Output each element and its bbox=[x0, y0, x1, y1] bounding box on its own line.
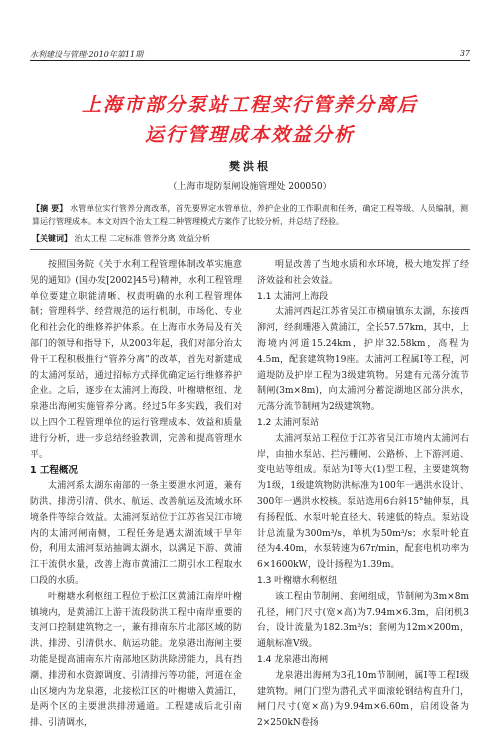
body-paragraph: 明显改善了当地水质和水环境，极大地发挥了经济效益和社会效益。 bbox=[257, 260, 469, 286]
page-number: 37 bbox=[459, 49, 470, 58]
abstract bbox=[32, 202, 468, 228]
keywords bbox=[32, 233, 468, 244]
subsection-heading-1-3: 1.3 叶榭塘水利枢纽 bbox=[257, 575, 338, 586]
body-paragraph: 太浦河西起江苏省吴江市横扇镇东太湖，东接西泖河，经刹珊港入黄浦江，全长57.57km，其中，上海境内河道15.24km，护岸32.58km，高程为4.5m，配套建筑物19座。太浦河工程属Ⅰ等工程，河道堤防及护岸工程为3级建筑物。另建有元荡分流节制闸(3m×8m)，向太浦河分蓄淀湖地区部分洪水，元荡分流节制闸为2级建筑物。 bbox=[257, 307, 469, 413]
header-rule bbox=[30, 60, 470, 61]
abstract-rule bbox=[30, 249, 470, 250]
left-column bbox=[30, 258, 242, 732]
abstract-label: 【摘 要】 bbox=[32, 203, 68, 213]
title-line-1: 上海市部分泵站工程实行管养分离后 bbox=[81, 94, 418, 116]
keywords-text: 治太工程 二定标准 管养分离 效益分析 bbox=[74, 234, 211, 243]
body-paragraph: 叶榭塘水利枢纽工程位于松江区黄浦江南岸叶榭镇境内，是黄浦江上游干流段防洪工程中南岸重要的支河口控制建筑物之一，兼有排南东片北部区域的防洪、排涝、引清供水、航运功能。龙泉港出海闸主要功能是提高浦南东片南部地区防洪除涝能力，具有挡潮、排涝和水资源调度、引清排污等功能，河道在金山区境内为龙泉港，北接松江区的叶榭塘入黄浦江，是两个区的主要泄洪排涝通道。工程建成后北引南排、引清调水， bbox=[30, 591, 242, 729]
author-affiliation: （上海市堤防泵闸设施管理处 200050） bbox=[168, 182, 332, 192]
subsection-heading-1-1: 1.1 太浦河上海段 bbox=[257, 291, 329, 302]
right-column bbox=[257, 258, 469, 732]
body-paragraph: 太浦河系太湖东南部的一条主要泄水河道，兼有防洪、排涝引清、供水、航运、改善航运及流域水环境条件等综合效益。太浦河泵站位于江苏省吴江市境内的太浦河闸南侧，工程任务是遇太湖流域干旱年份，利用太浦河泵站抽调太湖水，以满足下游、黄浦江干流供水量，改善上海市黄浦江二期引水工程取水口段的水质。 bbox=[30, 481, 242, 586]
body-paragraph: 太浦河泵站工程位于江苏省吴江市境内太浦河右岸，由抽水泵站、拦污栅闸、公路桥、上下游河道、变电站等组成。泵站为Ⅰ等大(1)型工程，主要建筑物为1级，1级建筑物防洪标准为100年一遇洪水设计、300年一遇洪水校核。泵站选用6台斜15°轴伸泵，具有扬程低、水泵叶轮直径大、转速低的特点。泵站设计总流量为300m³/s，单机为50m³/s；水泵叶轮直径为4.40m，水泵转速为67r/min，配套电机功率为6×1600kW，设计扬程为1.39m。 bbox=[257, 433, 469, 571]
abstract-text: 水管单位实行管养分离改革，首先要界定水管单位、养护企业的工作职责和任务，确定工程等级、人员编制，测算运行管理成本。本文对四个治太工程二种管理模式方案作了比较分析，并总结了经验。 bbox=[32, 204, 468, 226]
subsection-heading-1-4: 1.4 龙泉港出海闸 bbox=[257, 654, 329, 665]
author-name: 樊洪根 bbox=[229, 160, 271, 173]
body-paragraph: 龙泉港出海闸为3孔10m节制闸，属Ⅰ等工程Ⅰ级建筑物。闸门门型为潜孔式平面滚轮钢结构直升门，闸门尺寸(宽×高)为9.94m×6.60m，启闭设备为2×250kN卷扬 bbox=[257, 670, 469, 729]
section-heading-1: 1 工程概况 bbox=[30, 465, 78, 477]
subsection-heading-1-2: 1.2 太浦河泵站 bbox=[257, 417, 320, 428]
running-header bbox=[30, 46, 470, 60]
body-paragraph: 该工程由节制闸、套闸组成，节制闸为3m×8m孔径，闸门尺寸(宽×高)为7.94m×6.3m，启闭机3台，设计流量为182.3m³/s；套闸为12m×200m，通航标准Ⅴ级。 bbox=[257, 591, 469, 650]
title-line-2: 运行管理成本效益分析 bbox=[144, 124, 355, 146]
journal-name: 水利建设与管理·2010年第11期 bbox=[30, 50, 144, 59]
intro-paragraph: 按照国务院《关于水利工程管理体制改革实施意见的通知》(国办发[2002]45号)精神，水利工程管理单位要建立职能清晰、权责明确的水利工程管理体制；管理科学、经营规范的运行机制，市场化、专业化和社会化的维修养护体系。在上海市水务局及有关部门的领导和指导下，从2003年起，我们对部分治太骨干工程积极推行“管养分离”的改革，首先对新建成的太浦河泵站，通过招标方式择优确定运行维修养护企业。之后，逐步在太浦河上海段、叶榭塘枢纽、龙泉港出海闸实施管养分离。经过5年多实践，我们对以上四个工程管理单位的运行管理成本、效益和质量进行分析，进一步总结经验教训，完善和提高管理水平。 bbox=[30, 260, 242, 460]
keywords-label: 【关键词】 bbox=[32, 233, 72, 243]
